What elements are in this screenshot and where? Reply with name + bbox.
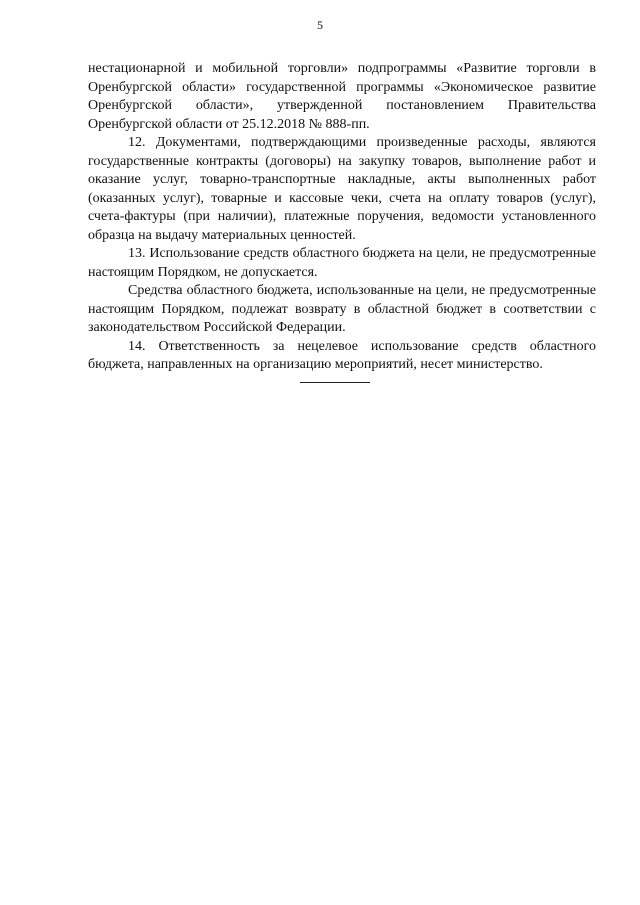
paragraph-clause-14: 14. Ответственность за нецелевое использование средств областного бюджета, направленных на организацию мероприятий, несет министерство. (88, 338, 596, 372)
end-divider (300, 382, 370, 383)
paragraph-continuation: нестационарной и мобильной торговли» подпрограммы «Развитие торговли в Оренбургской области» государственной программы «Экономическое развитие Оренбургской области», утвержденной постановлением Правительства Оренбургской области от 25.12.2018 № 888-пп. (88, 61, 596, 132)
paragraph-clause-13: 13. Использование средств областного бюджета на цели, не предусмотренные настоящим Порядком, не допускается. (88, 246, 596, 280)
page-number: 5 (317, 18, 323, 32)
paragraph-clause-12: 12. Документами, подтверждающими произведенные расходы, являются государственные контракты (договоры) на закупку товаров, выполнение работ и оказание услуг, товарно-транспортные накладные, акты выполненных работ (оказанных услуг), товарные и кассовые чеки, счета на оплату товаров (услуг), счета-фактуры (при наличии), платежные поручения, ведомости установленного образца на выдачу материальных ценностей. (88, 135, 596, 243)
document-body (88, 60, 596, 375)
paragraph-clause-13-return: Средства областного бюджета, использованные на цели, не предусмотренные настоящим Порядком, подлежат возврату в областной бюджет в соответствии с законодательством Российской Федерации. (88, 283, 596, 335)
